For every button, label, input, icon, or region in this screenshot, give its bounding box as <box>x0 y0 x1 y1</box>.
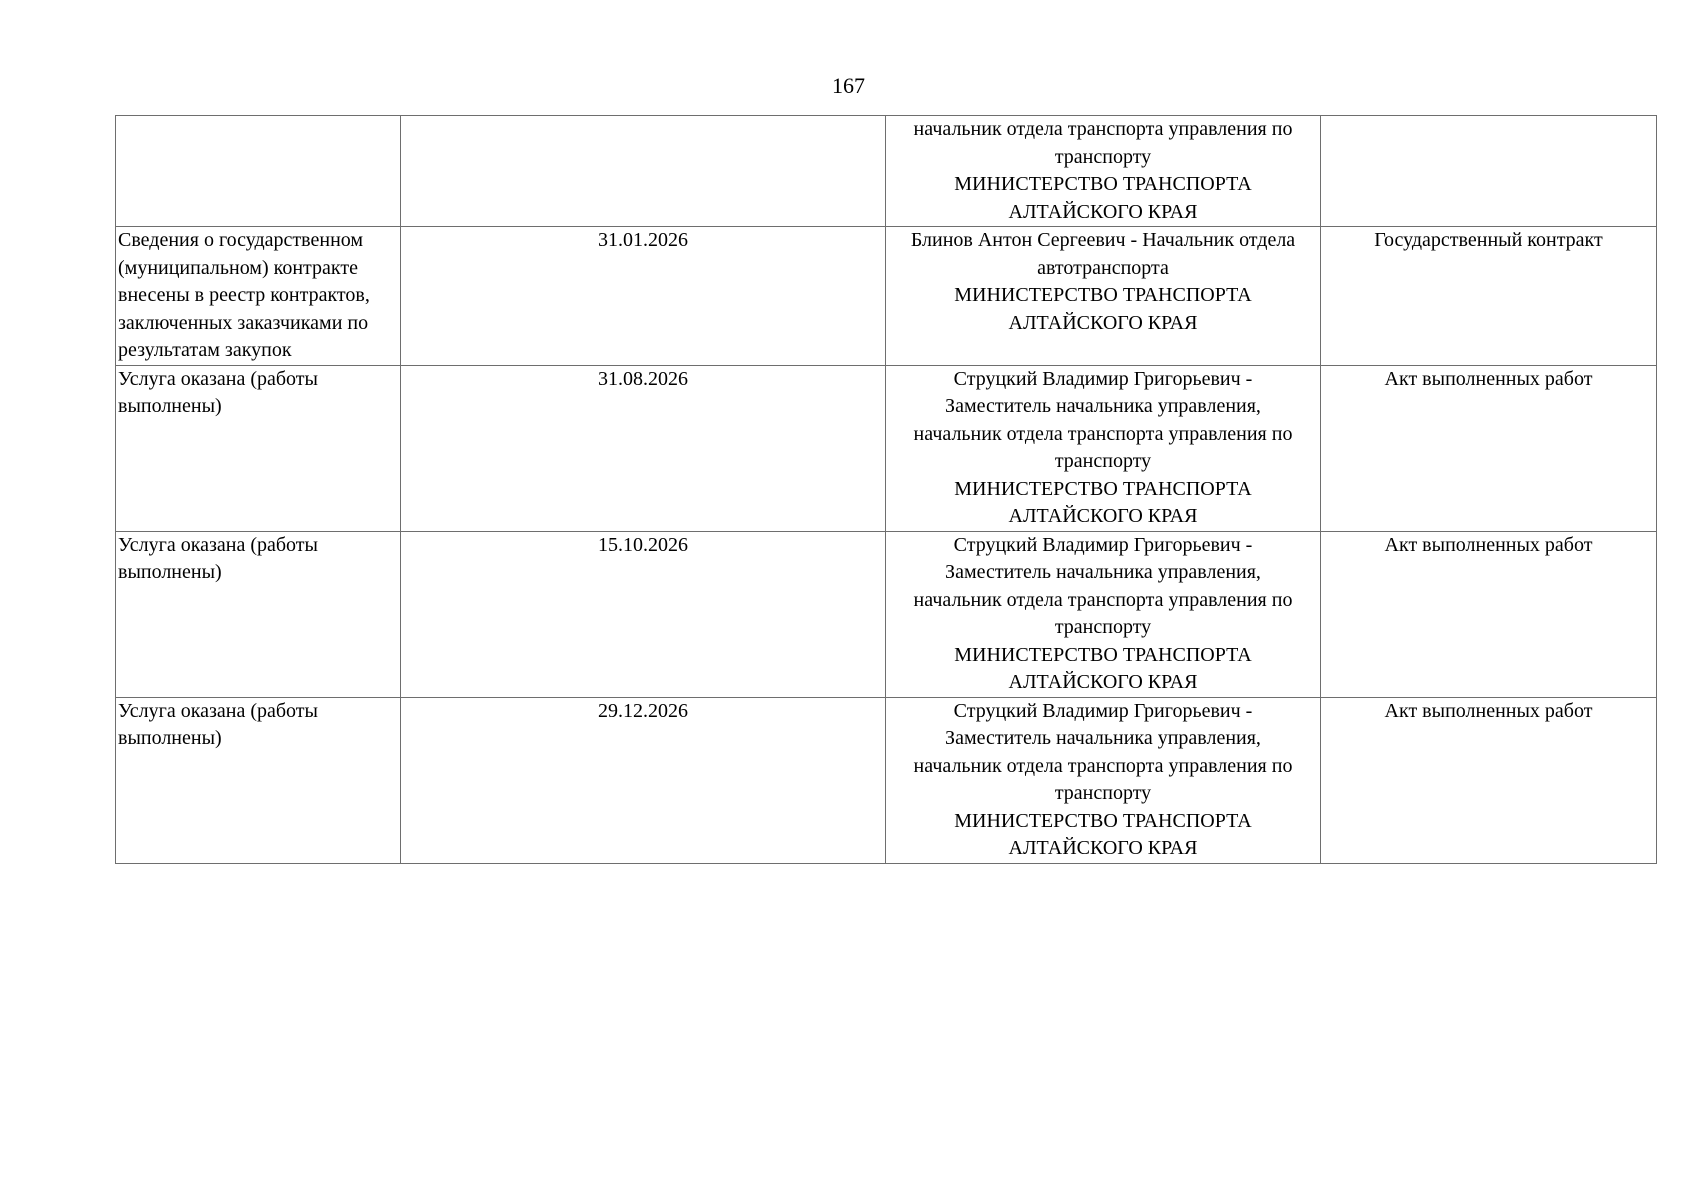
responsible-line: транспорту <box>1054 450 1152 472</box>
responsible-line: начальник отдела транспорта управления по <box>913 118 1293 140</box>
responsible-line: АЛТАЙСКОГО КРАЯ <box>1008 311 1198 334</box>
document-cell: Акт выполненных работ <box>1321 697 1657 863</box>
responsible-line: Блинов Антон Сергеевич - Начальник отдела <box>910 229 1296 251</box>
responsible-line: начальник отдела транспорта управления по <box>913 588 1293 611</box>
responsible-line: АЛТАЙСКОГО КРАЯ <box>1008 200 1198 223</box>
responsible-line: Струцкий Владимир Григорьевич - <box>953 367 1253 390</box>
document-cell <box>1321 116 1657 227</box>
date-cell: 29.12.2026 <box>401 697 886 863</box>
table-body <box>116 116 1657 864</box>
status-cell: Услуга оказана (работы выполнены) <box>116 365 401 531</box>
responsible-line: АЛТАЙСКОГО КРАЯ <box>1008 505 1198 527</box>
responsible-line: МИНИСТЕРСТВО ТРАНСПОРТА <box>954 809 1252 832</box>
responsible-line: транспорту <box>1054 616 1152 638</box>
status-cell <box>116 116 401 227</box>
responsible-line: Заместитель начальника управления, <box>945 727 1261 749</box>
date-cell: 31.01.2026 <box>401 227 886 366</box>
table-row <box>116 531 1657 697</box>
responsible-line: АЛТАЙСКОГО КРАЯ <box>1008 671 1198 693</box>
date-cell: 15.10.2026 <box>401 531 886 697</box>
responsible-line: Струцкий Владимир Григорьевич - <box>953 533 1253 556</box>
responsible-line: МИНИСТЕРСТВО ТРАНСПОРТА <box>954 477 1252 500</box>
responsible-line: Струцкий Владимир Григорьевич - <box>953 699 1253 722</box>
responsible-cell <box>886 116 1321 227</box>
control-points-table <box>115 115 1657 864</box>
responsible-line: МИНИСТЕРСТВО ТРАНСПОРТА <box>954 284 1252 306</box>
responsible-line: начальник отдела транспорта управления по <box>913 422 1293 445</box>
responsible-line: МИНИСТЕРСТВО ТРАНСПОРТА <box>954 643 1252 666</box>
responsible-cell <box>886 531 1321 697</box>
status-cell: Сведения о государственном (муниципальном) контракте внесены в реестр контрактов, заключенных заказчиками по результатам закупок <box>116 227 401 366</box>
responsible-line: Заместитель начальника управления, <box>945 561 1261 583</box>
date-cell: 31.08.2026 <box>401 365 886 531</box>
table-row <box>116 365 1657 531</box>
responsible-line: автотранспорта <box>1037 256 1169 279</box>
page-number: 167 <box>832 73 865 98</box>
responsible-line: Заместитель начальника управления, <box>945 395 1261 417</box>
responsible-cell <box>886 227 1321 366</box>
responsible-line: МИНИСТЕРСТВО ТРАНСПОРТА <box>954 173 1252 195</box>
responsible-cell <box>886 697 1321 863</box>
document-cell: Акт выполненных работ <box>1321 365 1657 531</box>
status-cell: Услуга оказана (работы выполнены) <box>116 531 401 697</box>
responsible-line: АЛТАЙСКОГО КРАЯ <box>1008 837 1198 859</box>
status-cell: Услуга оказана (работы выполнены) <box>116 697 401 863</box>
table-row <box>116 116 1657 227</box>
table-row <box>116 227 1657 366</box>
document-cell: Государственный контракт <box>1321 227 1657 366</box>
document-cell: Акт выполненных работ <box>1321 531 1657 697</box>
responsible-cell <box>886 365 1321 531</box>
date-cell <box>401 116 886 227</box>
responsible-line: транспорту <box>1054 145 1152 168</box>
responsible-line: транспорту <box>1054 782 1152 804</box>
table-row <box>116 697 1657 863</box>
responsible-line: начальник отдела транспорта управления по <box>913 754 1293 777</box>
